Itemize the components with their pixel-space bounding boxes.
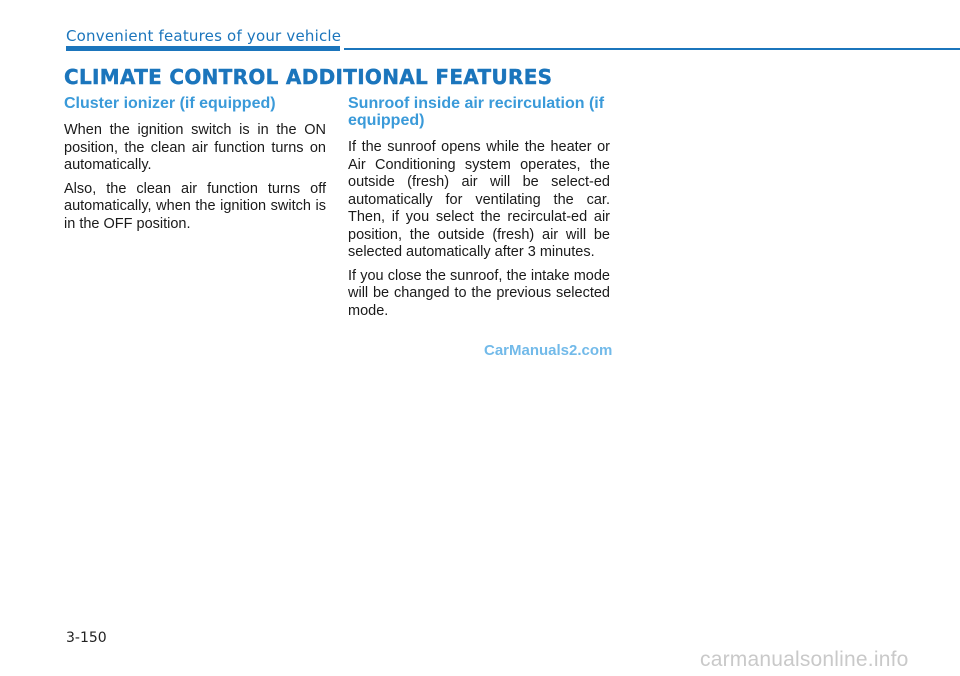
sunroof-recirculation-paragraph-2: If you close the sunroof, the intake mode will be changed to the previous selected mode. <box>348 267 610 319</box>
cluster-ionizer-paragraph-1: When the ignition switch is in the ON position, the clean air function turns on automatically. <box>64 122 326 173</box>
cluster-ionizer-heading: Cluster ionizer (if equipped) <box>64 95 276 112</box>
carmanualsonline-watermark: carmanualsonline.info <box>700 648 909 671</box>
page-title: CLIMATE CONTROL ADDITIONAL FEATURES <box>64 65 553 89</box>
sunroof-recirculation-paragraph-1: If the sunroof opens while the heater or Air Conditioning system operates, the outside (fresh) air will be select-ed automatically for ventilating the car. Then, if you select the recirculat-ed air position, the outside (fresh) air will be selected automatically after 3 minutes. <box>348 139 610 260</box>
header-rule-thick <box>66 46 340 51</box>
header-rule-thin <box>344 48 960 50</box>
carmanuals-watermark-link[interactable]: CarManuals2.com <box>484 342 613 359</box>
running-header-section-label: Convenient features of your vehicle <box>66 27 342 45</box>
page-number: 3-150 <box>66 630 107 646</box>
cluster-ionizer-paragraph-2: Also, the clean air function turns off automatically, when the ignition switch is in the OFF position. <box>64 180 326 232</box>
left-column <box>64 95 326 239</box>
sunroof-recirculation-heading: Sunroof inside air recirculation (if equipped) <box>348 95 605 129</box>
right-column <box>348 95 610 326</box>
